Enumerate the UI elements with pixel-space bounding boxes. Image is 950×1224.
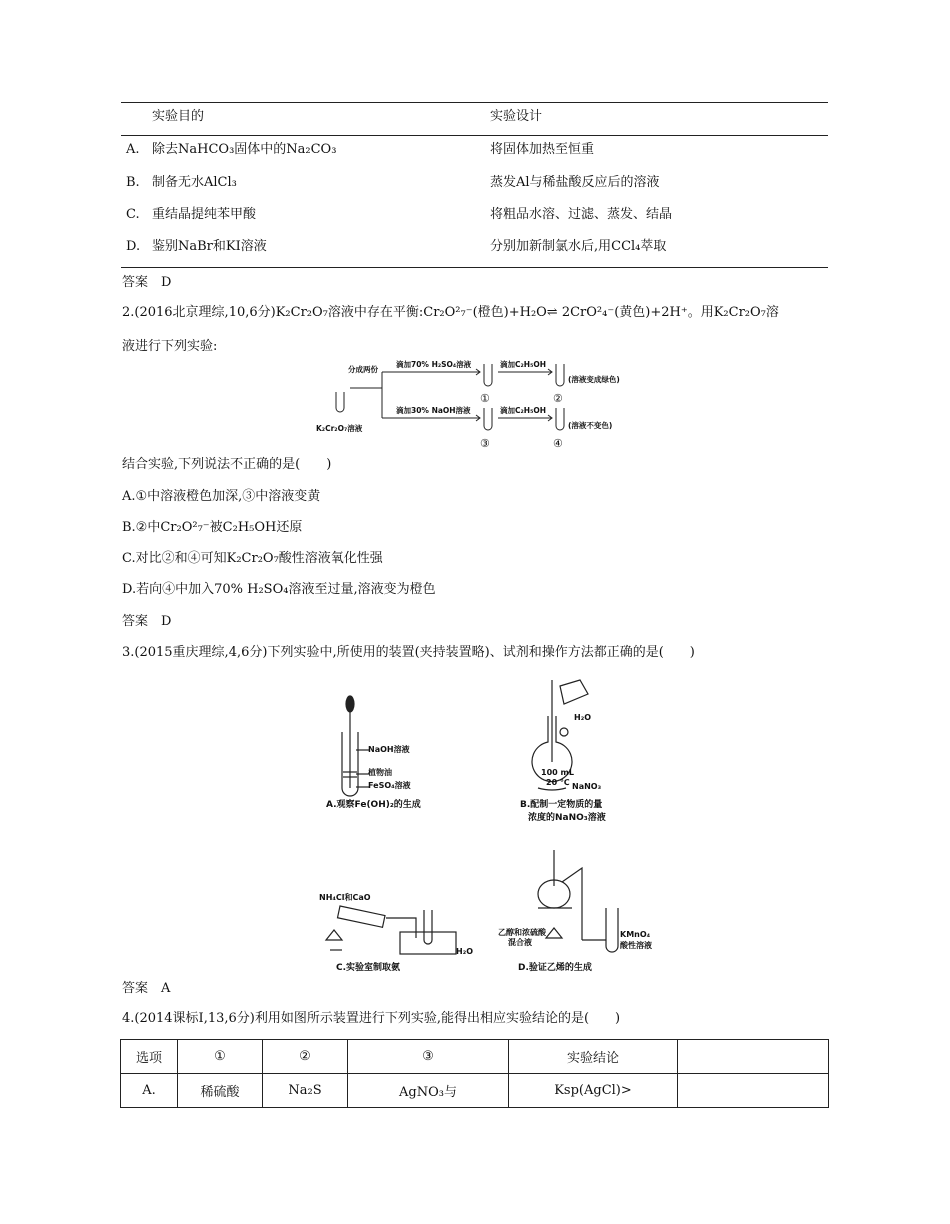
fig-a-label-1: NaOH溶液 [368, 745, 410, 754]
tube-3-icon [484, 408, 492, 430]
row-b-label: B. [126, 175, 140, 190]
fig-a-label-3: FeSO₄溶液 [368, 781, 411, 790]
fig-c-apparatus [316, 893, 476, 964]
fig-b-label-4: NaNO₃ [572, 782, 602, 791]
row-c-design: 将粗品水溶、过滤、蒸发、结晶 [490, 207, 673, 222]
row-a-purpose: 除去NaHCO₃固体中的Na₂CO₃ [152, 142, 337, 157]
tube-2-icon [556, 364, 564, 386]
row-b-purpose: 制备无水AlCl₃ [152, 175, 237, 190]
header-purpose: 实验目的 [152, 109, 205, 124]
tube-2-label: ② [553, 392, 563, 405]
step-top-label: 滴加70% H₂SO₄溶液 [396, 360, 472, 369]
row-c-label: C. [126, 207, 140, 222]
fig-d-caption: D.验证乙烯的生成 [518, 963, 592, 973]
row-b-design: 蒸发Al与稀盐酸反应后的溶液 [490, 175, 660, 190]
start-tube-icon [336, 392, 344, 412]
fig-b-caption-1: B.配制一定物质的量 [520, 800, 603, 810]
q4-cell-conclusion: Ksp(AgCl)> [509, 1074, 678, 1108]
fig-c-label-2: H₂O [456, 947, 473, 956]
row-c-purpose: 重结晶提纯苯甲酸 [152, 207, 257, 222]
table-header-rule [121, 135, 828, 136]
tube-1-label: ① [480, 392, 490, 405]
q4-cell-option: A. [121, 1074, 178, 1108]
q4-cell-3: AgNO₃与 [348, 1074, 509, 1108]
q2-option-b: B.②中Cr₂O²₇⁻被C₂H₅OH还原 [122, 520, 303, 535]
tube-1-icon [484, 364, 492, 386]
q4-cell-2: Na₂S [263, 1074, 348, 1108]
q4-cell-1: 稀硫酸 [178, 1074, 263, 1108]
row-a-design: 将固体加热至恒重 [490, 142, 595, 157]
fig-d-label-2: 混合液 [508, 938, 532, 947]
row-d-label: D. [126, 239, 141, 254]
q2-stem-line1: 2.(2016北京理综,10,6分)K₂Cr₂O₇溶液中存在平衡:Cr₂O²₇⁻(橙色)+H₂O⇌ 2CrO²₄⁻(黄色)+2H⁺。用K₂Cr₂O₇溶 [122, 305, 779, 320]
row-a-label: A. [126, 142, 140, 157]
header-design: 实验设计 [490, 109, 543, 124]
row-d-purpose: 鉴别NaBr和KI溶液 [152, 239, 267, 254]
fig-c-caption: C.实验室制取氨 [336, 963, 401, 973]
q4-header-3: ③ [348, 1040, 509, 1074]
q2-stem-line2: 液进行下列实验: [122, 339, 218, 354]
fig-a-caption: A.观察Fe(OH)₂的生成 [326, 800, 421, 810]
result-bottom-label: (溶液不变色) [568, 421, 613, 430]
q4-header-1: ① [178, 1040, 263, 1074]
fig-b-label-2: 100 mL [541, 768, 574, 777]
q4-header-conclusion: 实验结论 [509, 1040, 678, 1074]
tube-3-label: ③ [480, 437, 490, 450]
answer-1: 答案 D [122, 275, 172, 290]
fig-d-label-1: 乙醇和浓硫酸 [498, 928, 546, 937]
fig-a-label-2: 植物油 [368, 768, 392, 777]
q4-cell-extra [678, 1074, 829, 1108]
q4-header-2: ② [263, 1040, 348, 1074]
fig-b-label-1: H₂O [574, 713, 591, 722]
q4-stem: 4.(2014课标Ⅰ,13,6分)利用如图所示装置进行下列实验,能得出相应实验结论的是( ) [122, 1011, 621, 1026]
split-label: 分成两份 [348, 365, 378, 374]
table-top-rule [121, 102, 828, 103]
q3-stem: 3.(2015重庆理综,4,6分)下列实验中,所使用的装置(夹持装置略)、试剂和操作方法都正确的是( ) [122, 645, 695, 660]
fig-b-label-3: 20 ℃ [546, 778, 570, 787]
tube-4-icon [556, 408, 564, 430]
answer-3: 答案 A [122, 981, 171, 996]
fig-d-label-4: 酸性溶液 [620, 941, 652, 950]
fig-b-caption-2: 浓度的NaNO₃溶液 [528, 813, 606, 823]
start-label: K₂Cr₂O₇溶液 [316, 424, 363, 433]
table-row [121, 1074, 829, 1108]
q4-table [120, 1039, 829, 1108]
answer-2: 答案 D [122, 614, 172, 629]
fig-d-label-3: KMnO₄ [620, 930, 651, 939]
table-bottom-rule [121, 267, 828, 268]
q2-question: 结合实验,下列说法不正确的是( ) [122, 457, 332, 472]
q4-header-extra [678, 1040, 829, 1074]
result-top-label: (溶液变成绿色) [568, 375, 620, 384]
q4-header-option: 选项 [121, 1040, 178, 1074]
tube-4-label: ④ [553, 437, 563, 450]
q2-option-a: A.①中溶液橙色加深,③中溶液变黄 [122, 489, 321, 504]
step-bottom-label: 滴加30% NaOH溶液 [396, 406, 471, 415]
q2-option-d: D.若向④中加入70% H₂SO₄溶液至过量,溶液变为橙色 [122, 582, 436, 597]
fig-c-label-1: NH₄Cl和CaO [319, 893, 371, 902]
add-bottom-label: 滴加C₂H₅OH [500, 406, 547, 415]
q2-option-c: C.对比②和④可知K₂Cr₂O₇酸性溶液氧化性强 [122, 551, 383, 566]
table-row [121, 1040, 829, 1074]
row-d-design: 分别加新制氯水后,用CCl₄萃取 [490, 239, 667, 254]
add-top-label: 滴加C₂H₅OH [500, 360, 547, 369]
